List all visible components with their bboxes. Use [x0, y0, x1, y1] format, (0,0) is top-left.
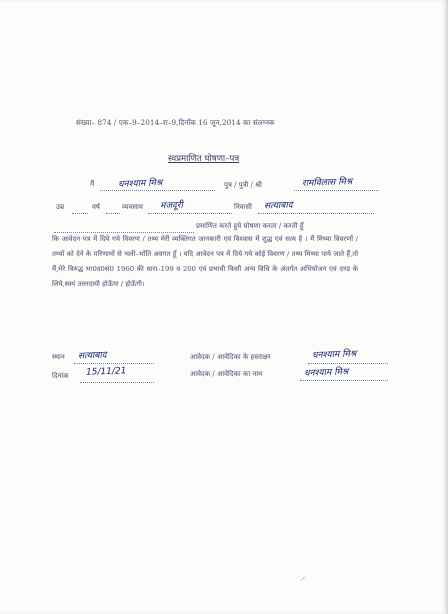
- date-label: दिनांक: [52, 372, 69, 380]
- name-handwritten: धनश्याम मिश्र: [303, 367, 349, 379]
- signature-label: आवेदक / आवेदिका के हस्ताक्षर: [190, 353, 271, 361]
- reference-line: संख्या– 874 / एक–9–2014–रा–9,दिनाँक 16 जून,2014 का संलग्नक: [76, 118, 275, 127]
- age-label: उम्र: [56, 203, 65, 211]
- father-name-handwritten: रामविलास मिश्र: [301, 177, 353, 189]
- declaration-body: कि आवेदन पत्र में दिये गये विवरण / तथ्य मेरी व्यक्तिगत जानकारी एवं विश्वास में शुद्ध एवं सत्य है । मैं मिथ्या विवरणों / तथ्यों को देने के परिणामों से भली–भाँति अवगत हूँ । यदि आवेदन पत्र में दिये गये कोई विवरण / तथ्य मिथ्या पाये जाते हैं,तो मैं,मेरे विरुद्ध भा0द0सं0 1960 की धारा–199 व 200 एवं प्रभावी किसी अन्य विधि के अंतर्गत अभियोजन एवं दण्ड के लिये,स्वयं उत्तरदायी होऊँगा / होऊँगी।: [52, 235, 358, 288]
- age-blank: [72, 205, 88, 214]
- occupation-handwritten: मजदूरी: [159, 200, 184, 212]
- years-label: वर्ष: [92, 203, 100, 211]
- scan-mark: ·ʻ: [300, 576, 306, 585]
- declaration-line: प्रमाणित करते हुये घोषणा करता / करती हूँ: [196, 222, 304, 230]
- residence-handwritten: सत्याबाद: [263, 200, 293, 212]
- applicant-name-handwritten: धनश्याम मिश्र: [117, 178, 163, 190]
- place-label: स्थान: [52, 353, 65, 361]
- occupation-label: व्यवसाय: [122, 203, 143, 211]
- date-handwritten: 15/11/21: [85, 366, 127, 378]
- signature-handwritten: धनश्याम मिश्र: [311, 349, 357, 361]
- line1-relation: पुत्र / पुत्री / श्री: [224, 181, 262, 189]
- place-handwritten: सत्याबाद: [77, 350, 107, 362]
- line1-prefix: मैं: [90, 180, 95, 188]
- document-title: स्वप्रमाणित घोषणा–पत्र: [168, 154, 240, 164]
- residence-label: निवासी: [234, 203, 252, 211]
- name-label: आवेदक / आवेदिका का नाम: [190, 370, 263, 378]
- years-blank: [106, 205, 120, 214]
